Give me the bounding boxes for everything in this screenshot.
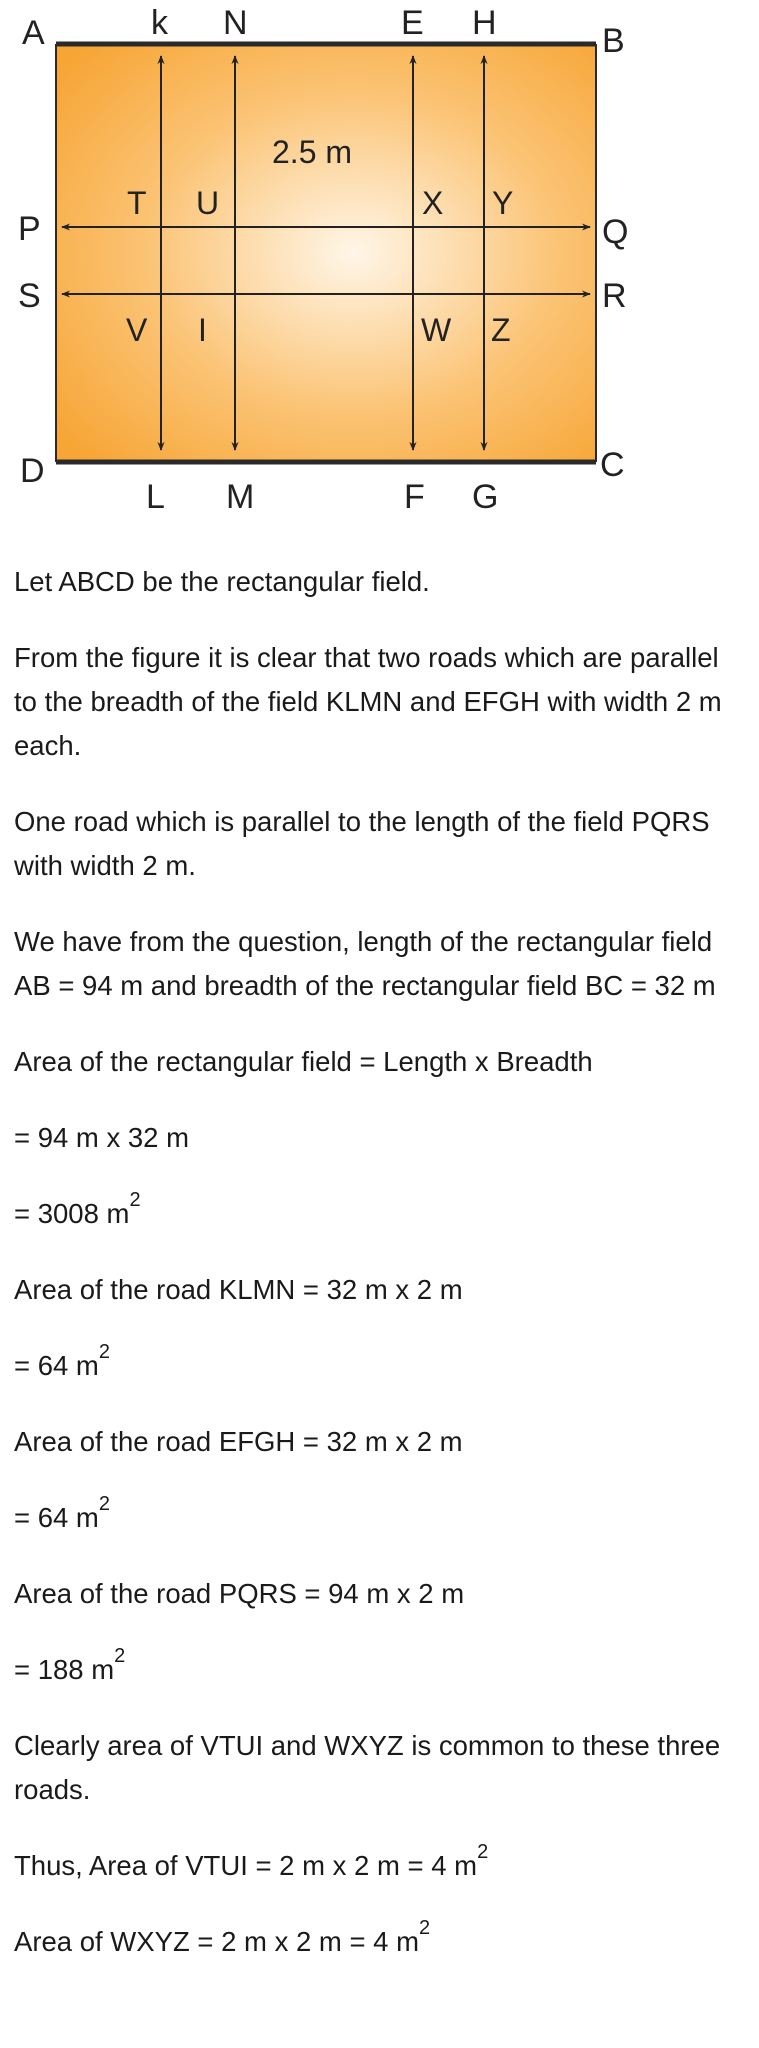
solution-text (14, 560, 749, 1996)
solution-line-1: Let ABCD be the rectangular field. (14, 566, 430, 597)
superscript: 2 (129, 1189, 141, 1211)
top-label-h: H (472, 4, 497, 42)
solution-line-15 (14, 1841, 749, 1888)
inner-label-u: U (196, 185, 220, 221)
corner-label-a: A (22, 14, 45, 52)
side-label-q: Q (602, 213, 629, 251)
bottom-label-m: M (226, 478, 255, 516)
corner-label-b: B (602, 22, 625, 60)
solution-line-14: Clearly area of VTUI and WXYZ is common to these three roads. (14, 1730, 721, 1805)
side-label-p: P (18, 210, 41, 248)
dimension-label: 2.5 m (272, 134, 353, 170)
inner-label-i: I (198, 312, 207, 348)
expression: = 3008 m (14, 1198, 130, 1229)
superscript: 2 (114, 1645, 126, 1667)
expression: Thus, Area of VTUI = 2 m x 2 m = 4 m (14, 1850, 478, 1881)
side-label-r: R (602, 277, 627, 315)
bottom-label-l: L (146, 478, 165, 516)
solution-line-11 (14, 1493, 749, 1540)
superscript: 2 (98, 1493, 110, 1515)
top-label-k: k (151, 4, 168, 42)
solution-line-12: Area of the road PQRS = 94 m x 2 m (14, 1578, 465, 1609)
solution-line-13 (14, 1645, 749, 1692)
superscript: 2 (418, 1917, 431, 1939)
inner-label-t: T (127, 185, 147, 221)
side-label-s: S (18, 277, 41, 315)
expression: = 188 m (14, 1654, 115, 1685)
expression: Area of WXYZ = 2 m x 2 m = 4 m (14, 1926, 419, 1957)
corner-label-c: C (600, 446, 625, 484)
expression: = 64 m (14, 1502, 99, 1533)
solution-line-9 (14, 1341, 749, 1388)
superscript: 2 (477, 1841, 489, 1863)
solution-line-4: We have from the question, length of the rectangular field AB = 94 m and breadth of the rectangular field BC = 32 m (14, 926, 716, 1001)
superscript: 2 (98, 1341, 110, 1363)
bottom-label-f: F (404, 478, 425, 516)
field-rectangle (56, 44, 596, 462)
solution-line-3: One road which is parallel to the length of the field PQRS with width 2 m. (14, 806, 710, 881)
corner-label-d: D (20, 452, 45, 490)
expression: = 64 m (14, 1350, 99, 1381)
inner-label-w: W (421, 312, 452, 348)
solution-line-10: Area of the road EFGH = 32 m x 2 m (14, 1426, 463, 1457)
solution-line-16 (14, 1917, 749, 1964)
inner-label-y: Y (492, 185, 514, 221)
inner-label-z: Z (491, 312, 511, 348)
inner-label-x: X (422, 185, 444, 221)
top-label-n: N (223, 4, 248, 42)
solution-line-7 (14, 1189, 749, 1236)
solution-line-2: From the figure it is clear that two roads which are parallel to the breadth of the field KLMN and EFGH with width 2 m each. (14, 642, 722, 761)
solution-line-8: Area of the road KLMN = 32 m x 2 m (14, 1274, 463, 1305)
solution-line-5: Area of the rectangular field = Length x Breadth (14, 1046, 593, 1077)
solution-line-6: = 94 m x 32 m (14, 1122, 190, 1153)
bottom-label-g: G (472, 478, 499, 516)
field-diagram (0, 0, 759, 530)
inner-label-v: V (126, 312, 148, 348)
top-label-e: E (401, 4, 424, 42)
